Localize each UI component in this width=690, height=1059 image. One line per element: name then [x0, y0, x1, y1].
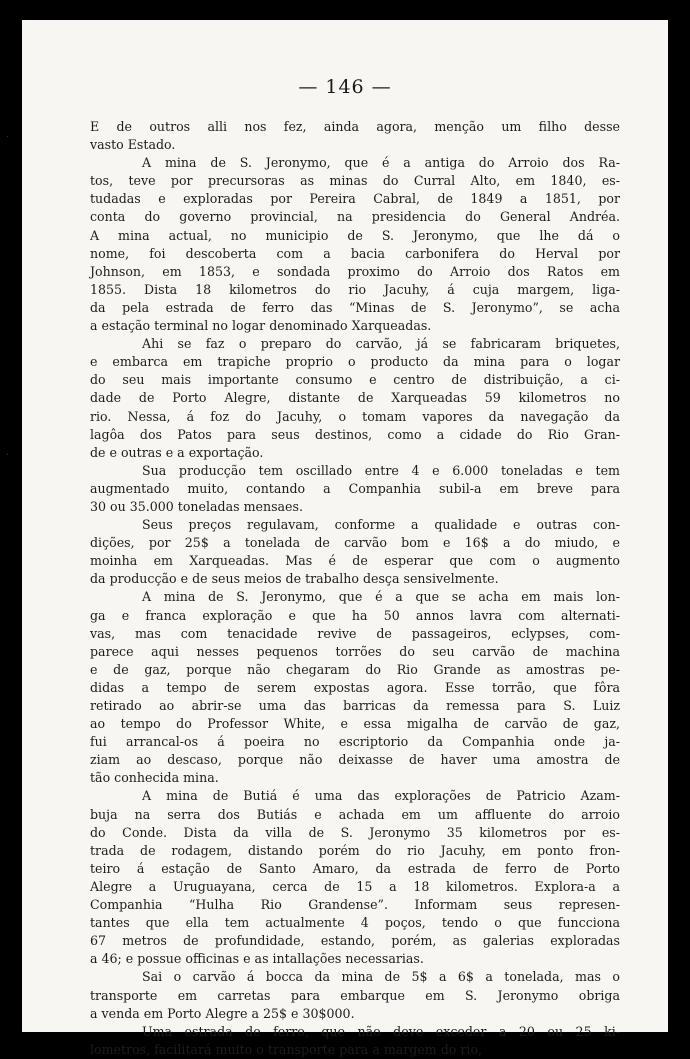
text-line: conta do governo provincial, na presidencia do General Andréa. — [90, 209, 620, 225]
text-line: a estação terminal no logar denominado Xarqueadas. — [90, 318, 432, 334]
text-line: ao tempo do Professor White, e essa migalha de carvão de gaz, — [90, 716, 620, 732]
text-line: dições, por 25$ a tonelada de carvão bom e 16$ a do miudo, e — [90, 535, 620, 551]
text-line: de e outras e a exportação. — [90, 444, 264, 460]
text-line: 1855. Dista 18 kilometros do rio Jacuhy, á cuja margem, liga- — [90, 281, 620, 297]
paragraph — [90, 335, 620, 462]
text-line: vasto Estado. — [90, 137, 176, 153]
text-line: nome, foi descoberta com a bacia carbonifera do Herval por — [90, 245, 620, 261]
page-number: — 146 — — [298, 76, 392, 98]
paragraph — [90, 588, 620, 787]
paragraph — [90, 154, 620, 335]
text-line: da pela estrada de ferro das “Minas de S. Jeronymo”, se acha — [90, 299, 620, 315]
paragraph — [90, 1023, 620, 1059]
text-line: Johnson, em 1853, e sondada proximo do Arroio dos Ratos em — [90, 263, 620, 279]
text-line: lometros, facilitará muito o transporte para a margem do rio, — [90, 1041, 483, 1057]
text-line: Uma estrada de ferro, que não deve exceder a 20 ou 25 ki- — [142, 1023, 620, 1039]
text-line: tão conhecida mina. — [90, 770, 219, 786]
text-line: tudadas e exploradas por Pereira Cabral, de 1849 a 1851, por — [90, 191, 620, 207]
text-line: Alegre a Uruguayana, cerca de 15 a 18 kilometros. Explora-a a — [90, 878, 620, 894]
paragraph — [90, 462, 620, 516]
text-line: dade de Porto Alegre, distante de Xarqueadas 59 kilometros no — [90, 390, 620, 406]
text-line: vas, mas com tenacidade revive de passageiros, eclypses, com- — [90, 625, 620, 641]
text-line: didas a tempo de serem expostas agora. Esse torrão, que fôra — [90, 679, 620, 695]
paragraph — [90, 516, 620, 588]
text-line: e de gaz, porque não chegaram do Rio Grande as amostras pe- — [90, 661, 620, 677]
text-line: Sai o carvão á bocca da mina de 5$ a 6$ a tonelada, mas o — [142, 969, 620, 985]
paragraph — [90, 118, 620, 154]
paragraph — [90, 968, 620, 1022]
text-line: Ahi se faz o preparo do carvão, já se fabricaram briquetes, — [142, 336, 620, 352]
text-line: Sua producção tem oscillado entre 4 e 6.000 toneladas e tem — [142, 462, 620, 478]
text-line: 67 metros de profundidade, estando, porém, as galerias exploradas — [90, 933, 620, 949]
book-page — [6, 20, 668, 1057]
text-line: Companhia “Hulha Rio Grandense”. Informam seus represen- — [90, 897, 620, 913]
text-line: 30 ou 35.000 toneladas mensaes. — [90, 498, 303, 514]
text-line: lagôa dos Patos para seus destinos, como a cidade do Rio Gran- — [90, 426, 620, 442]
text-line: buja na serra dos Butiás e achada em um affluente do arroio — [90, 806, 620, 822]
paragraph — [90, 787, 620, 968]
body-text — [90, 118, 620, 1059]
text-line: Seus preços regulavam, conforme a qualidade e outras con- — [142, 517, 620, 533]
text-line: tos, teve por precursoras as minas do Curral Alto, em 1840, es- — [90, 173, 620, 189]
text-line: tantes que ella tem actualmente 4 poços, tendo o que funcciona — [90, 915, 620, 931]
text-line: teiro á estação de Santo Amaro, da estrada de ferro de Porto — [90, 860, 620, 876]
text-line: do seu mais importante consumo e centro de distribuição, a ci- — [90, 372, 620, 388]
text-line: rio. Nessa, á foz do Jacuhy, o tomam vapores da navegação da — [90, 408, 620, 424]
margin-mark: · — [6, 450, 10, 461]
text-line: a venda em Porto Alegre a 25$ e 30$000. — [90, 1005, 355, 1021]
text-line: A mina actual, no municipio de S. Jeronymo, que lhe dá o — [90, 227, 620, 243]
text-line: parece aqui nesses pequenos torrões do seu carvão de machina — [90, 643, 620, 659]
text-line: a 46; e possue officinas e as intallações necessarias. — [90, 951, 424, 967]
text-line: retirado ao abrir-se uma das barricas da remessa para S. Luiz — [90, 698, 620, 713]
text-line: do Conde. Dista da villa de S. Jeronymo 35 kilometros por es- — [90, 824, 620, 840]
text-line: transporte em carretas para embarque em S. Jeronymo obriga — [90, 987, 620, 1003]
text-line: moinha em Xarqueadas. Mas é de esperar que com o augmento — [90, 553, 620, 569]
text-line: A mina de Butiá é uma das explorações de Patricio Azam- — [142, 788, 620, 804]
text-line: fui arrancal-os á poeira no escriptorio da Companhia onde ja- — [90, 734, 620, 750]
text-line: ga e franca exploração e que ha 50 annos lavra com alternati- — [90, 607, 620, 623]
margin-mark: · — [6, 132, 10, 143]
text-line: A mina de S. Jeronymo, que é a antiga do Arroio dos Ra- — [142, 155, 620, 171]
text-line: da producção e de seus meios de trabalho desça sensivelmente. — [90, 571, 499, 587]
text-line: ziam ao descaso, porque não deixasse de haver uma amostra de — [90, 752, 620, 768]
text-line: e embarca em trapiche proprio o producto da mina para o logar — [90, 354, 620, 370]
text-line: trada de rodagem, distando porém do rio Jacuhy, em ponto fron- — [90, 842, 620, 858]
text-line: E de outros alli nos fez, ainda agora, menção um filho desse — [90, 119, 620, 134]
text-line: A mina de S. Jeronymo, que é a que se acha em mais lon- — [142, 589, 620, 605]
text-line: augmentado muito, contando a Companhia subil-a em breve para — [90, 480, 620, 496]
